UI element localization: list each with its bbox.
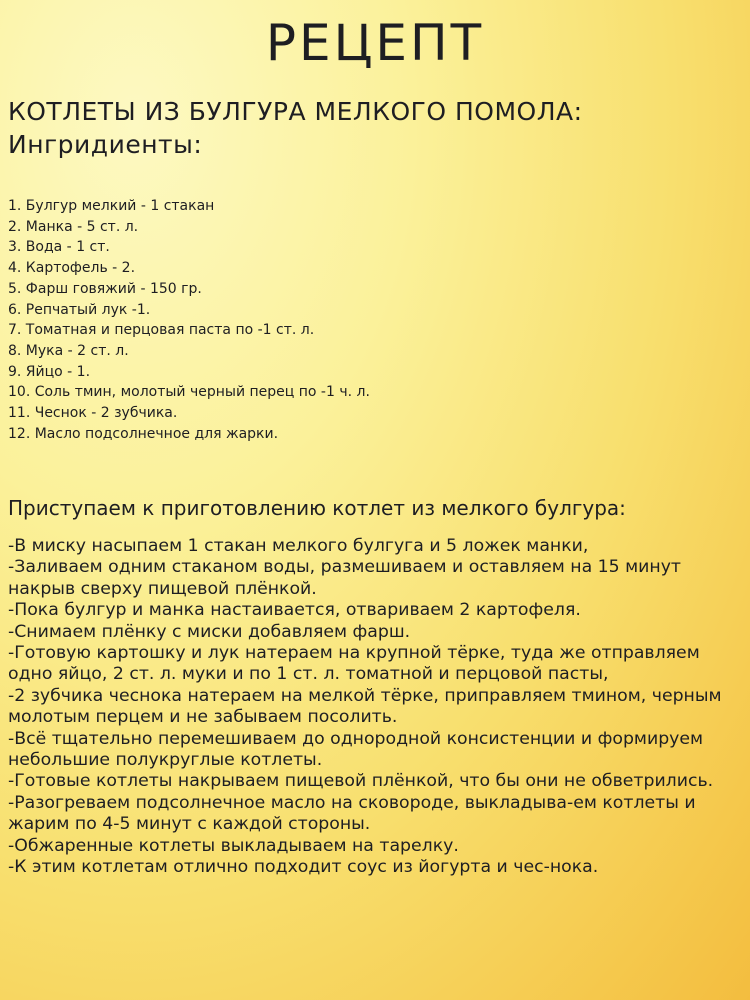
step-item: -В миску насыпаем 1 стакан мелкого булгуга и 5 ложек манки, — [8, 536, 589, 556]
preparation-steps — [8, 536, 744, 879]
preparation-heading: Приступаем к приготовлению котлет из мелкого булгура: — [8, 496, 626, 520]
step-item: -Готовые котлеты накрываем пищевой плёнкой, что бы они не обветрились. — [8, 771, 714, 792]
step-item: -Разогреваем подсолнечное масло на сковороде, выкладыва-ем котлеты и жарим по 4-5 минут с каждой стороны. — [8, 792, 696, 835]
step-item: -К этим котлетам отлично подходит соус из йогурта и чес-нока. — [8, 857, 599, 878]
ingredients-list — [8, 196, 370, 444]
ingredient-item: 1. Булгур мелкий - 1 стакан — [8, 198, 215, 214]
ingredient-item: 4. Картофель - 2. — [8, 260, 136, 277]
ingredients-heading: Ингридиенты: — [8, 130, 203, 159]
page-title: РЕЦЕПТ — [265, 14, 485, 72]
step-item: -Снимаем плёнку с миски добавляем фарш. — [8, 621, 411, 642]
ingredient-item: 7. Томатная и перцовая паста по -1 ст. л. — [8, 322, 315, 339]
step-item: -Обжаренные котлеты выкладываем на тарелку. — [8, 835, 459, 856]
ingredient-item: 3. Вода - 1 ст. — [8, 239, 110, 256]
ingredient-item: 8. Мука - 2 ст. л. — [8, 342, 129, 359]
ingredient-item: 10. Соль тмин, молотый черный перец по -1 ч. л. — [8, 384, 370, 401]
ingredient-item: 11. Чеснок - 2 зубчика. — [8, 405, 178, 422]
step-item: -2 зубчика чеснока натераем на мелкой тёрке, приправляем тмином, черным молотым перцем и не забываем посолить. — [8, 685, 722, 728]
ingredient-item: 6. Репчатый лук -1. — [8, 301, 151, 318]
step-item: -Готовую картошку и лук натераем на крупной тёрке, туда же отправляем одно яйцо, 2 ст. л. муки и по 1 ст. л. томатной и перцовой пасты, — [8, 643, 700, 685]
dish-title: КОТЛЕТЫ ИЗ БУЛГУРА МЕЛКОГО ПОМОЛА: — [8, 97, 583, 126]
step-item: -Всё тщательно перемешиваем до однородной консистенции и формируем небольшие полукруглые котлеты. — [8, 728, 704, 771]
step-item: -Пока булгур и манка настаивается, отвариваем 2 картофеля. — [8, 600, 581, 621]
ingredient-item: 12. Масло подсолнечное для жарки. — [8, 425, 279, 442]
ingredient-item: 9. Яйцо - 1. — [8, 363, 91, 380]
ingredient-item: 5. Фарш говяжий - 150 гр. — [8, 280, 202, 297]
step-item: -Заливаем одним стаканом воды, размешиваем и оставляем на 15 минут накрыв сверху пищевой плёнкой. — [8, 557, 681, 599]
ingredient-item: 2. Манка - 5 ст. л. — [8, 218, 139, 235]
